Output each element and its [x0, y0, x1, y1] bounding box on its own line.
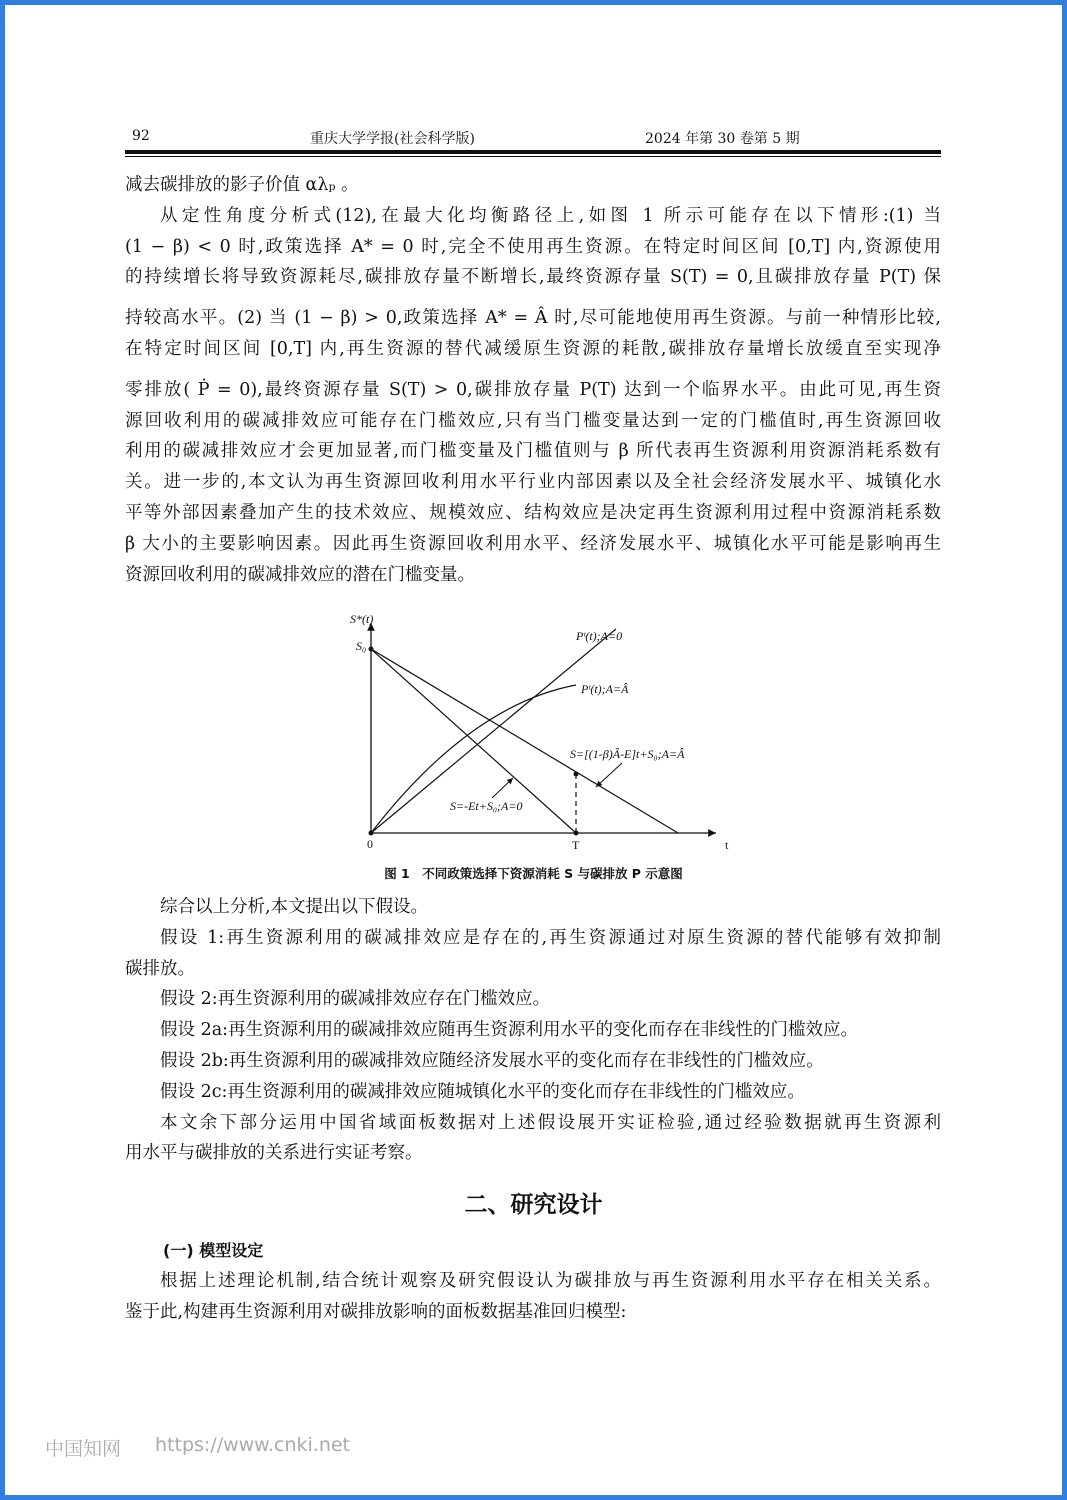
origin-label: 0	[367, 837, 373, 851]
point-s0	[369, 647, 374, 652]
arrow-s-a0	[492, 778, 513, 798]
section-title: 二、研究设计	[464, 1191, 603, 1218]
paragraph-line: 用水平与碳排放的关系进行实证考察。	[125, 1143, 423, 1164]
journal-title: 重庆大学学报(社会科学版)	[310, 131, 475, 147]
paragraph-line: 假设 2:再生资源利用的碳减排效应存在门槛效应。	[160, 989, 551, 1010]
arrow-s-ahat	[596, 763, 622, 787]
paragraph-line: 零排放( Ṗ = 0),最终资源存量 S(T) > 0,碳排放存量 P(T) 达到一个临界水平。由此可见,再生资	[125, 379, 941, 400]
paragraph-line: 在特定时间区间 [0,T] 内,再生资源的替代减缓原生资源的耗散,碳排放存量增长放缓直至实现净	[125, 338, 941, 359]
paragraph-line: 鉴于此,构建再生资源利用对碳排放影响的面板数据基准回归模型:	[125, 1301, 627, 1322]
header-rule	[125, 150, 941, 154]
point-t	[574, 831, 579, 836]
page-number: 92	[132, 128, 150, 144]
label-s-ahat: S=[(1-β)Â-E]t+S₀;A=Â	[570, 747, 685, 761]
issue-info: 2024 年第 30 卷第 5 期	[645, 131, 800, 147]
paragraph-line: (1 − β) < 0 时,政策选择 A* = 0 时,完全不使用再生资源。在特定时间区间 [0,T] 内,资源使用	[125, 236, 941, 257]
paragraph-line: β 大小的主要影响因素。因此再生资源回收利用水平、经济发展水平、城镇化水平可能是影响再生	[125, 533, 941, 554]
footer-url[interactable]: https://www.cnki.net	[155, 1434, 351, 1456]
t-label: T	[572, 838, 580, 852]
paragraph-line: 持较高水平。(2) 当 (1 − β) > 0,政策选择 A* = Â 时,尽可能地使用再生资源。与前一种情形比较,	[125, 308, 941, 329]
paragraph-line: 假设 2b:再生资源利用的碳减排效应随经济发展水平的变化而存在非线性的门槛效应。	[160, 1050, 824, 1071]
line-s-ahat	[371, 649, 678, 833]
paragraph-line: 的持续增长将导致资源耗尽,碳排放存量不断增长,最终资源存量 S(T) = 0,且碳排放存量 P(T) 保	[125, 267, 941, 288]
body-bottom	[125, 1266, 941, 1328]
paragraph-line: 碳排放。	[125, 958, 195, 979]
y-axis-label: S*(t)	[350, 612, 374, 626]
paragraph-line: 根据上述理论机制,结合统计观察及研究假设认为碳排放与再生资源利用水平存在相关关系。	[160, 1271, 941, 1291]
subsection-title: (一) 模型设定	[163, 1241, 264, 1260]
paragraph-line: 假设 1:再生资源利用的碳减排效应是存在的,再生资源通过对原生资源的替代能够有效抑制	[160, 927, 941, 948]
paragraph-line: 假设 2a:再生资源利用的碳减排效应随再生资源利用水平的变化而存在非线性的门槛效应。	[160, 1020, 859, 1041]
header-rule-thin	[125, 156, 941, 157]
footer-brand: 中国知网	[45, 1438, 122, 1460]
x-axis-label: t	[725, 838, 729, 852]
paragraph-line: 综合以上分析,本文提出以下假设。	[160, 897, 429, 917]
s0-label: S₀	[356, 639, 367, 653]
point-origin	[369, 831, 374, 836]
paragraph-line: 假设 2c:再生资源利用的碳减排效应随城镇化水平的变化而存在非线性的门槛效应。	[160, 1081, 805, 1102]
point-s-at-t	[574, 772, 579, 777]
figure-caption: 图 1 不同政策选择下资源消耗 S 与碳排放 P 示意图	[384, 866, 683, 881]
figure-1-diagram	[340, 605, 740, 855]
paragraph-line: 利用的碳减排效应才会更加显著,而门槛变量及门槛值则与 β 所代表再生资源利用资源消耗系数有	[125, 441, 941, 462]
paragraph-line: 源回收利用的碳减排效应可能存在门槛效应,只有当门槛变量达到一定的门槛值时,再生资源回收	[125, 410, 941, 431]
paragraph-line: 本文余下部分运用中国省域面板数据对上述假设展开实证检验,通过经验数据就再生资源利	[160, 1112, 941, 1133]
label-s-a0: S=-Et+S₀;A=0	[450, 799, 523, 813]
label-p-ahat: Pᵗ(t);A=Â	[581, 682, 629, 696]
paragraph-line: 关。进一步的,本文认为再生资源回收利用水平行业内部因素以及全社会经济发展水平、城镇化水	[125, 472, 941, 493]
paragraph-line: 平等外部因素叠加产生的技术效应、规模效应、结构效应是决定再生资源利用过程中资源消耗系数	[125, 502, 941, 523]
body-top	[125, 170, 941, 590]
paragraph-line: 资源回收利用的碳减排效应的潜在门槛变量。	[125, 564, 475, 585]
paragraph-line: 减去碳排放的影子价值 αλₚ 。	[125, 175, 359, 195]
body-mid	[125, 892, 941, 1169]
paragraph-line: 从定性角度分析式(12),在最大化均衡路径上,如图 1 所示可能存在以下情形:(1) 当	[160, 205, 941, 226]
label-p-a0: Pᵗ(t);A=0	[576, 629, 623, 643]
